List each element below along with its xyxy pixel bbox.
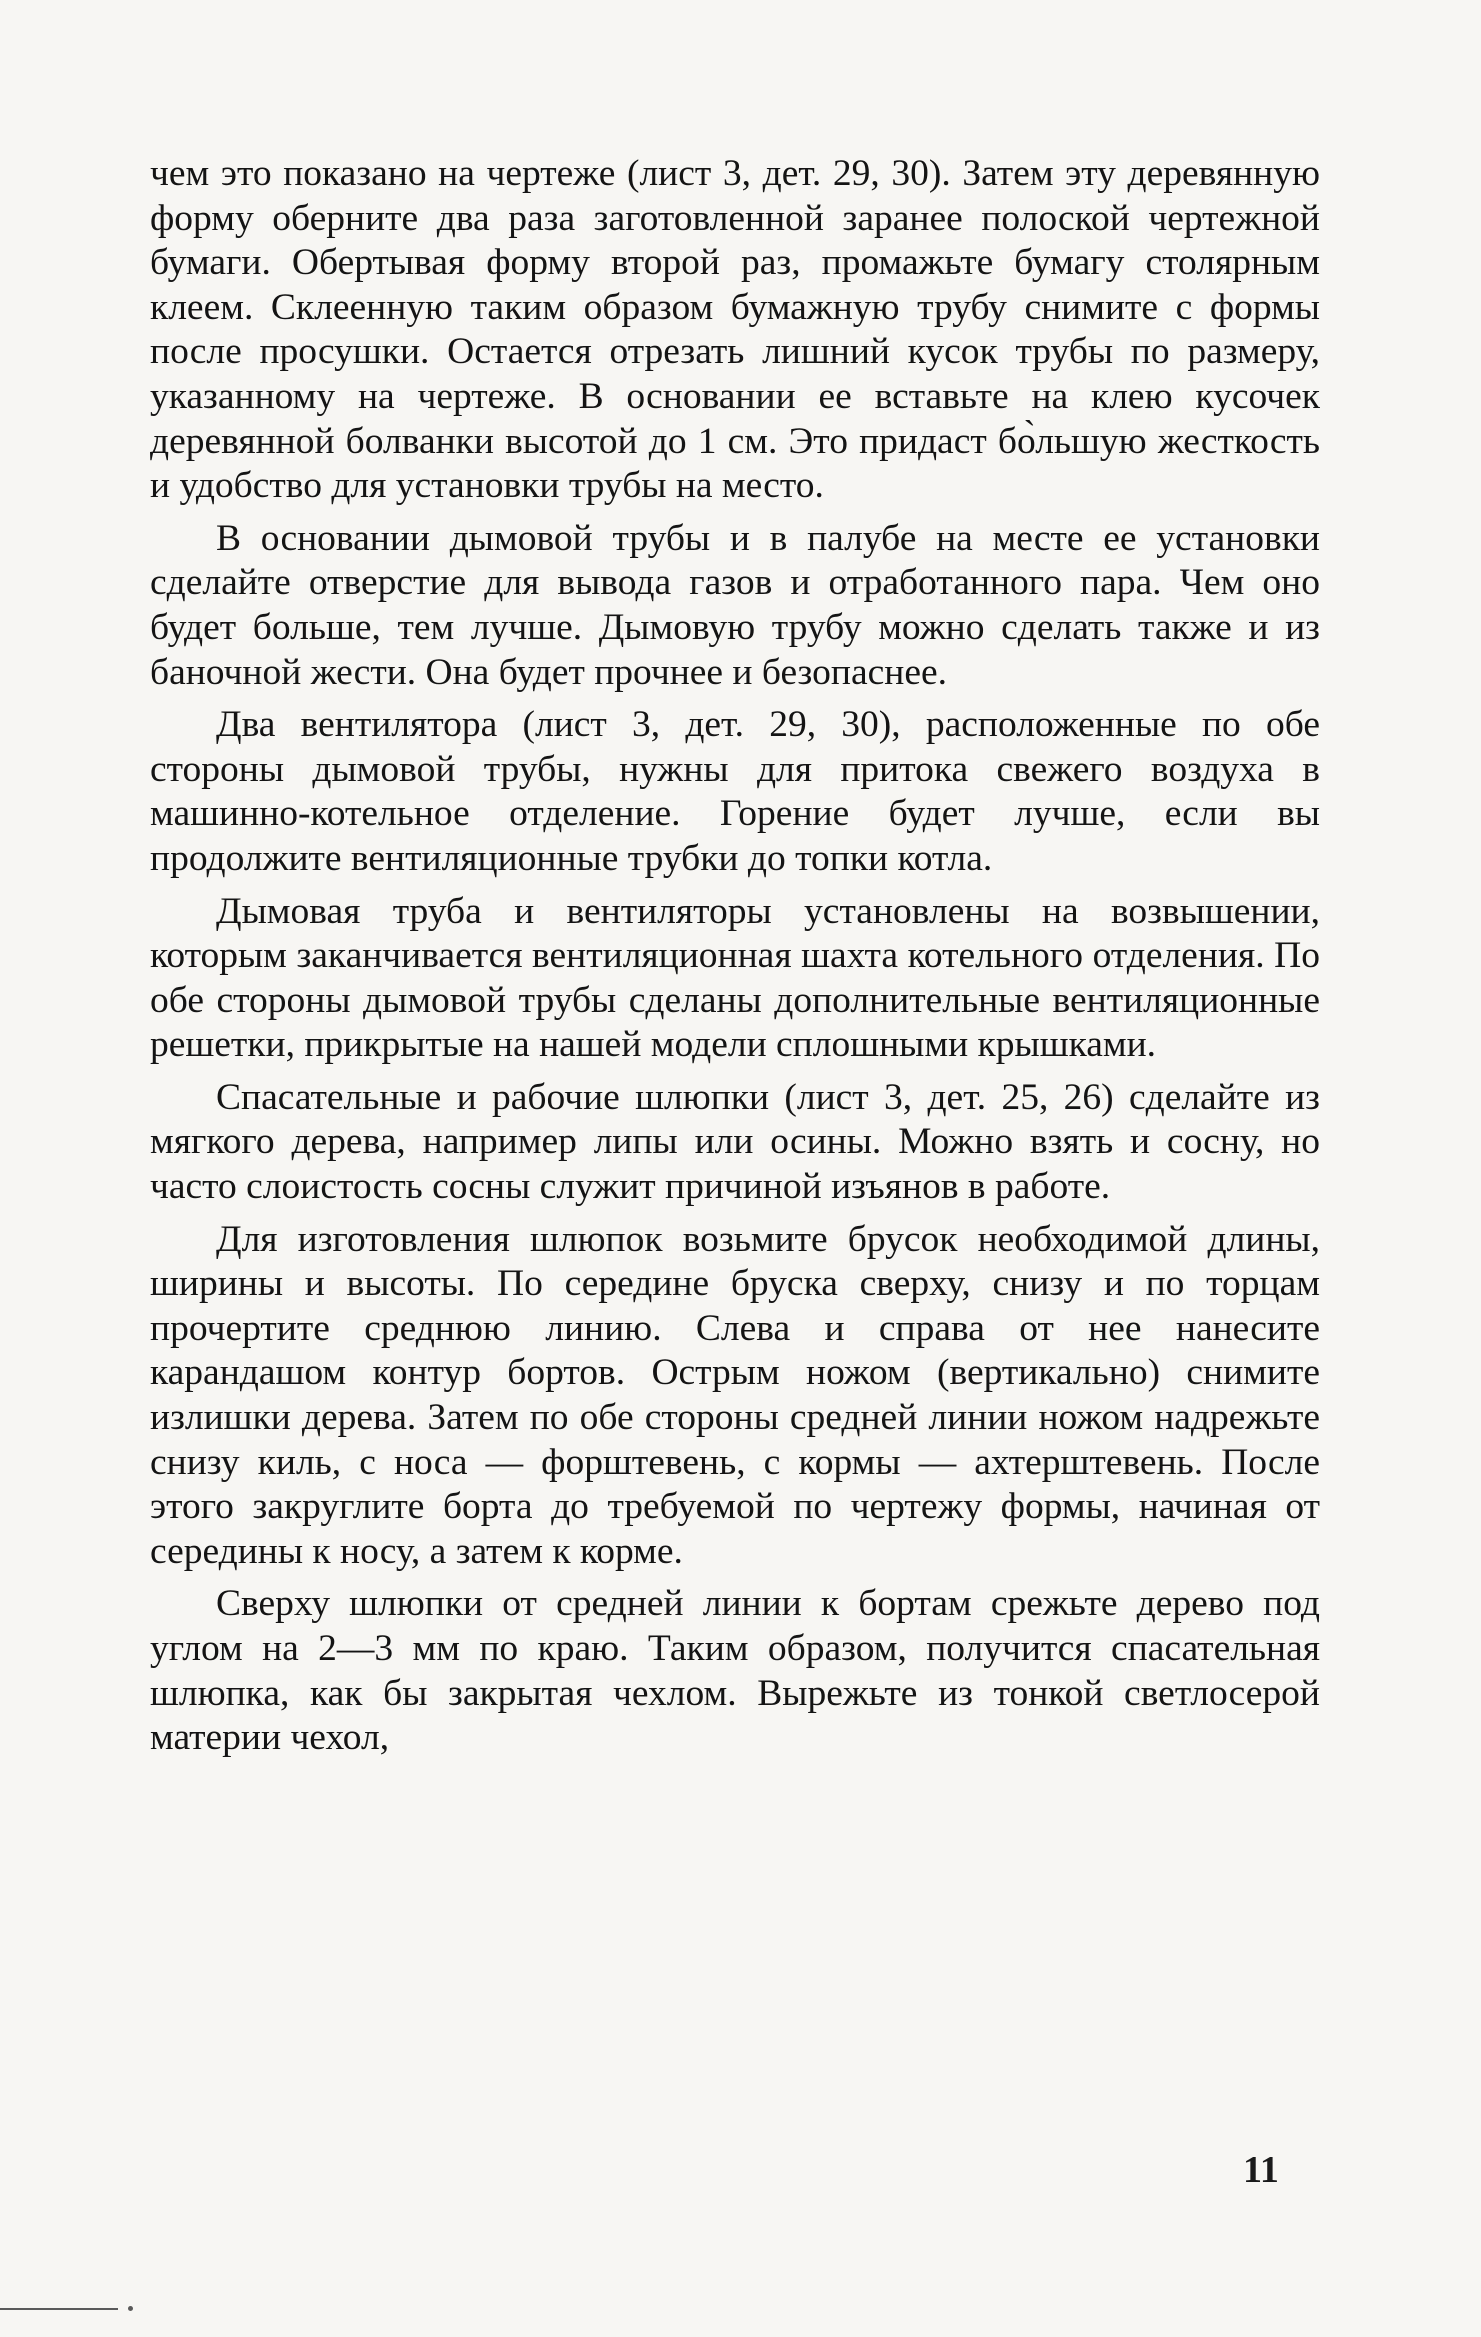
paragraph-1: чем это показано на чертеже (лист 3, дет. 29, 30). Затем эту деревянную форму оберните два раза заготовленной заранее полоской чертежной бумаги. Обертывая форму второй раз, промажьте бумагу столярным клеем. Склеенную таким образом бумажную трубу снимите с формы после просушки. Остается отрезать лишний кусок трубы по размеру, указанному на чертеже. В основании ее вставьте на клею кусочек деревянной болванки высотой до 1 см. Это придаст бо̀льшую жесткость и удобство для установки трубы на место. bbox=[150, 153, 1320, 507]
scan-edge-dot bbox=[128, 2306, 133, 2311]
paragraph-3: Два вентилятора (лист 3, дет. 29, 30), расположенные по обе стороны дымовой трубы, нужны для притока свежего воздуха в машинно-котельное отделение. Горение будет лучше, если вы продолжите вентиляционные трубки до топки котла. bbox=[150, 704, 1320, 879]
book-page bbox=[150, 152, 1320, 2191]
paragraph-7: Сверху шлюпки от средней линии к бортам срежьте дерево под углом на 2—3 мм по краю. Таким образом, получится спасательная шлюпка, как бы закрытая чехлом. Вырежьте из тонкой светлосерой материи чехол, bbox=[150, 1583, 1320, 1759]
paragraph-2: В основании дымовой трубы и в палубе на месте ее установки сделайте отверстие для вывода газов и отработанного пара. Чем оно будет больше, тем лучше. Дымовую трубу можно сделать также и из баночной жести. Она будет прочнее и безопаснее. bbox=[150, 517, 1320, 693]
body-text bbox=[150, 152, 1320, 1769]
scan-edge-line bbox=[0, 2308, 118, 2310]
paragraph-6: Для изготовления шлюпок возьмите брусок необходимой длины, ширины и высоты. По середине бруска сверху, снизу и по торцам прочертите среднюю линию. Слева и справа от нее нанесите карандашом контур бортов. Острым ножом (вертикально) снимите излишки дерева. Затем по обе стороны средней линии ножом надрежьте снизу киль, с носа — форштевень, с кормы — ахтерштевень. После этого закруглите борта до требуемой по чертежу формы, начиная от середины к носу, а затем к корме. bbox=[150, 1218, 1320, 1572]
page-number: 11 bbox=[1243, 2149, 1279, 2191]
paragraph-5: Спасательные и рабочие шлюпки (лист 3, дет. 25, 26) сделайте из мягкого дерева, например липы или осины. Можно взять и сосну, но часто слоистость сосны служит причиной изъянов в работе. bbox=[150, 1076, 1320, 1208]
paragraph-4: Дымовая труба и вентиляторы установлены на возвышении, которым заканчивается вентиляционная шахта котельного отделения. По обе стороны дымовой трубы сделаны дополнительные вентиляционные решетки, прикрытые на нашей модели сплошными крышками. bbox=[150, 890, 1320, 1066]
